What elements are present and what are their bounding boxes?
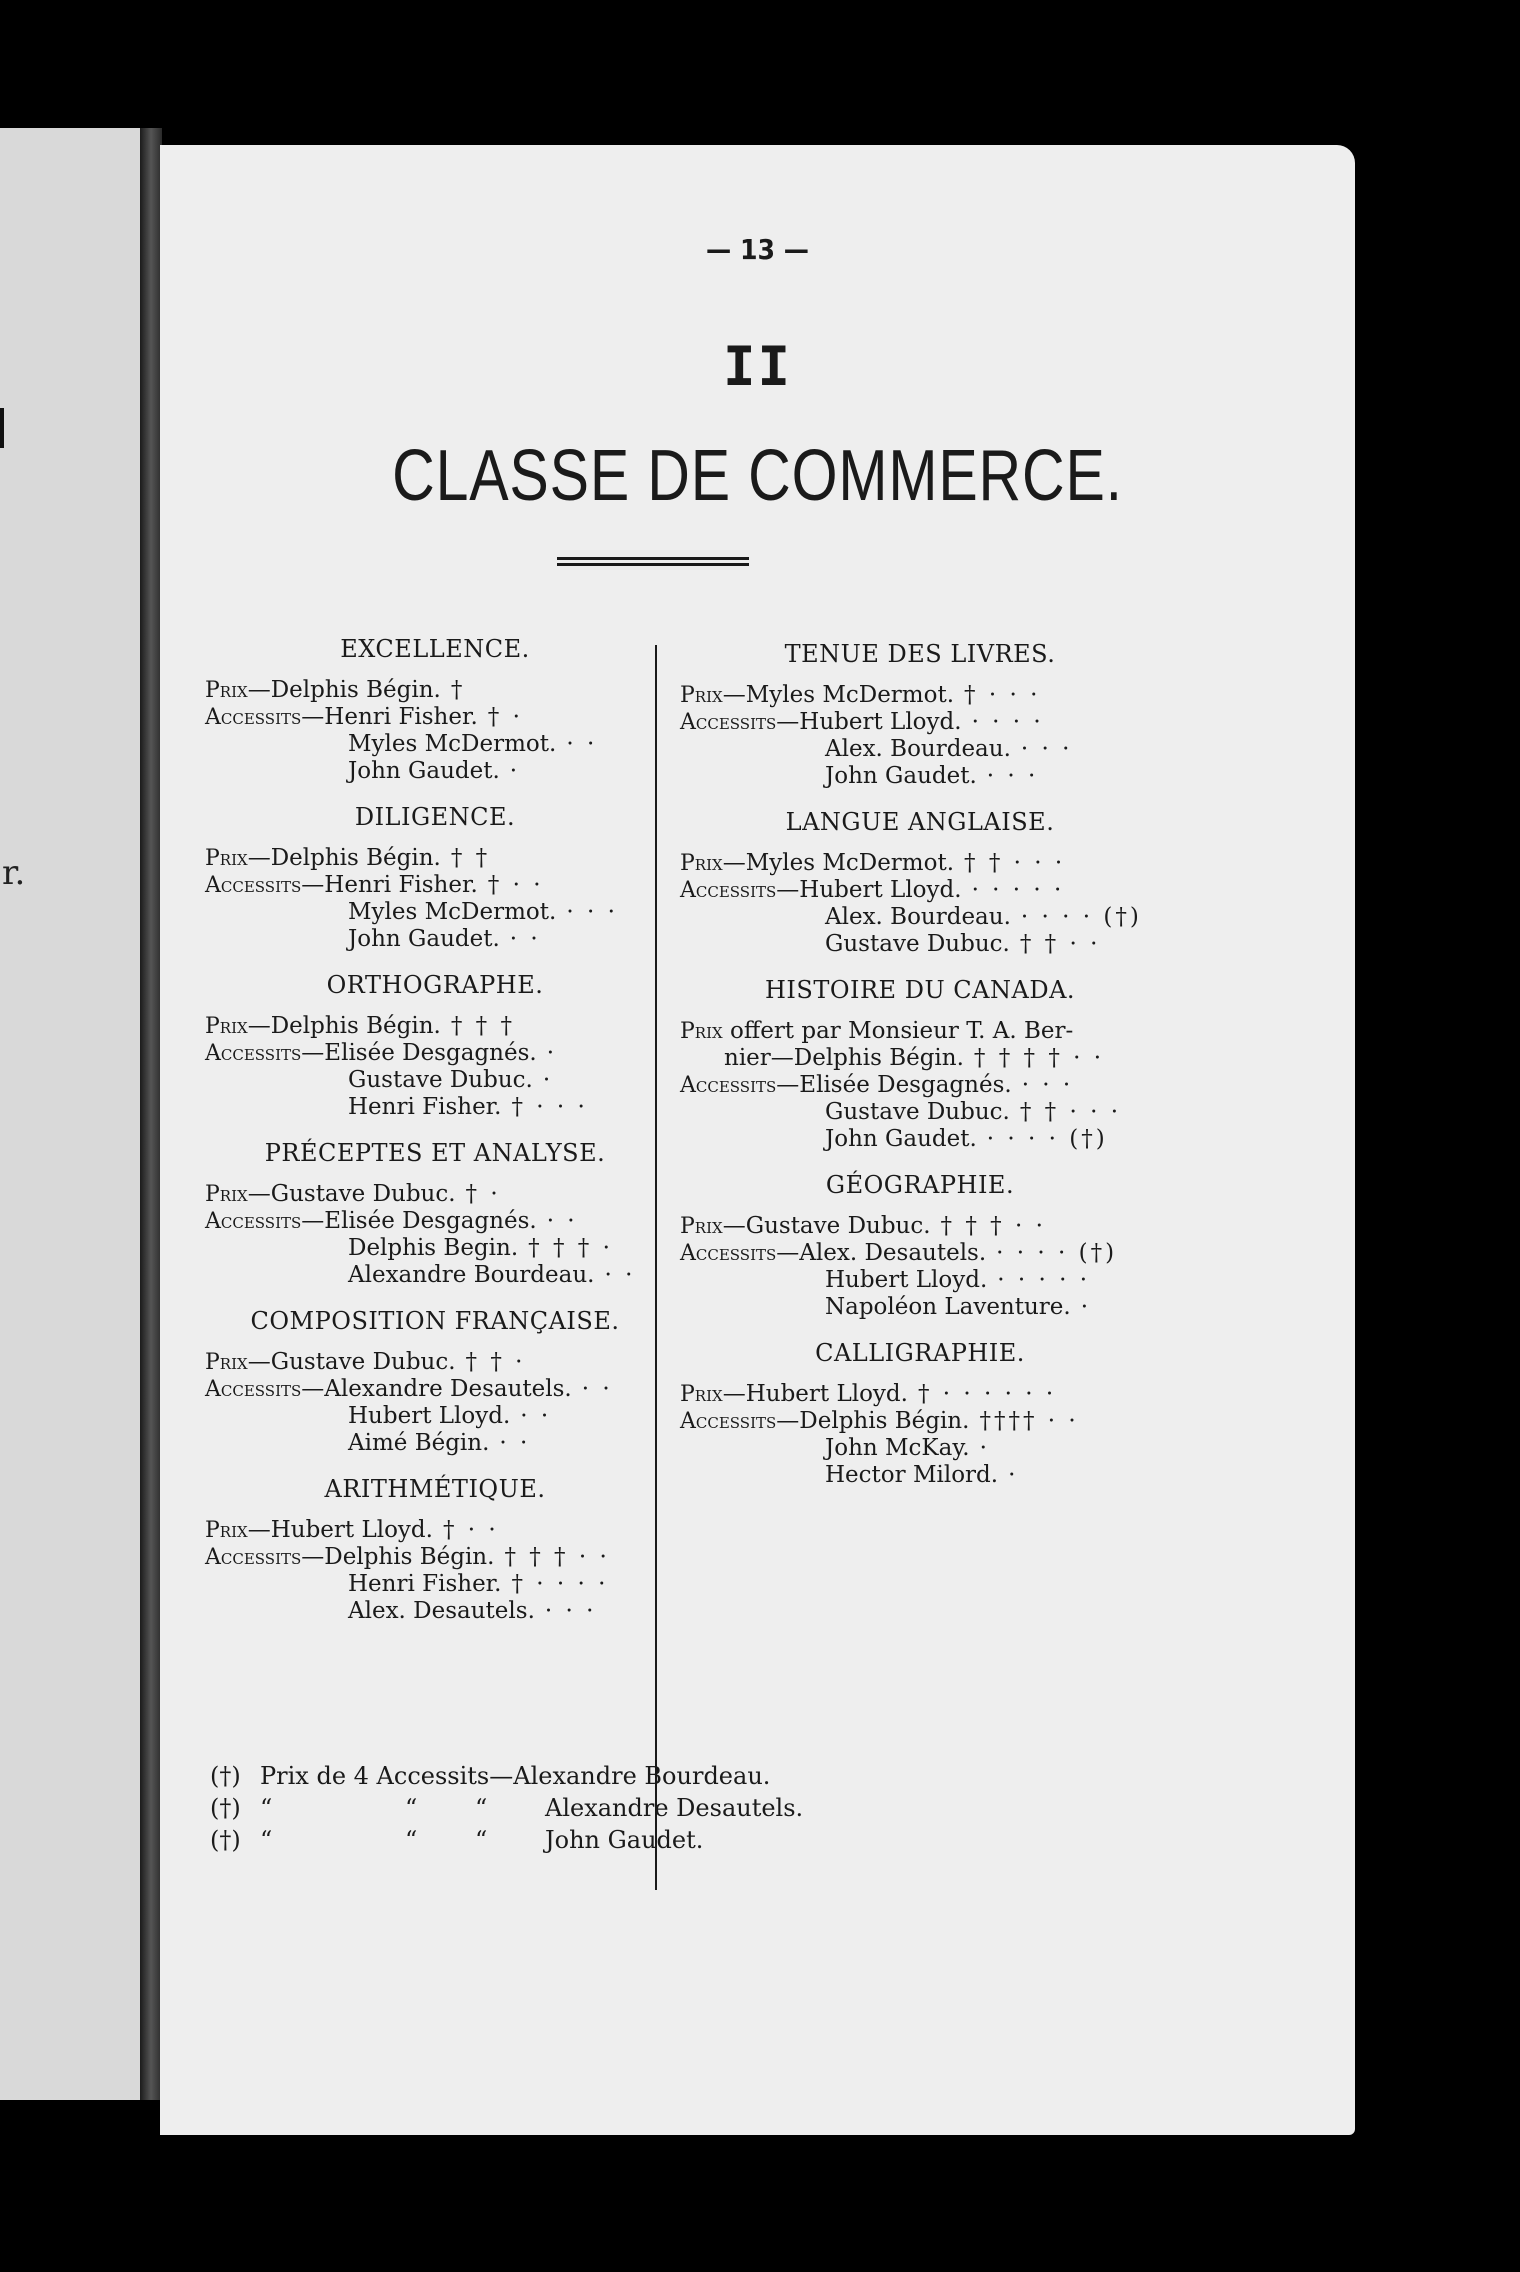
distinction-marks: · [542, 1067, 554, 1093]
award-entry [205, 704, 665, 731]
student-name: Napoléon Laventure. [825, 1294, 1071, 1320]
distinction-marks: · · · · [971, 709, 1044, 735]
distinction-marks: † † † · [528, 1235, 613, 1261]
separator: — [301, 1040, 325, 1066]
award-entry [680, 904, 1160, 931]
award-section [680, 1339, 1160, 1489]
distinction-marks: † † · · · [1019, 1099, 1122, 1125]
student-name: Myles McDermot. [348, 731, 557, 757]
separator: — [301, 872, 325, 898]
award-type: Accessits [680, 878, 777, 903]
award-type: Accessits [680, 1409, 777, 1434]
student-name: Henri Fisher. [348, 1571, 502, 1597]
student-name: Alexandre Desautels. [324, 1376, 572, 1402]
student-name: Henri Fisher. [324, 872, 478, 898]
distinction-marks: † · [487, 704, 523, 730]
award-entry [205, 1181, 665, 1208]
facing-page-text: r. [2, 853, 26, 893]
ditto-mark: “ [260, 1794, 273, 1822]
award-entry [680, 1072, 1160, 1099]
award-type: Prix [205, 1350, 248, 1375]
student-name: Hubert Lloyd. [825, 1267, 988, 1293]
award-section [205, 1139, 665, 1289]
separator [723, 1018, 730, 1044]
student-name: John Gaudet. [348, 926, 500, 952]
ditto-mark: “ [405, 1826, 418, 1854]
award-entry [205, 1517, 665, 1544]
award-entry [205, 1430, 665, 1457]
student-name: Delphis Bégin. [270, 1013, 441, 1039]
award-type: Accessits [680, 710, 777, 735]
award-entry [205, 926, 665, 953]
footnote-name: Alexandre Desautels. [545, 1794, 804, 1822]
page-title: CLASSE DE COMMERCE. [392, 436, 1123, 516]
section-title: ARITHMÉTIQUE. [324, 1475, 546, 1503]
distinction-marks: † · · [487, 872, 544, 898]
award-entry [205, 1040, 665, 1067]
page-number: — 13 — [706, 233, 809, 266]
student-name: John Gaudet. [825, 1126, 977, 1152]
separator: — [722, 682, 746, 708]
award-entry [205, 677, 665, 704]
separator: — [247, 1349, 271, 1375]
award-entry [680, 850, 1160, 877]
footnote-row [210, 1792, 803, 1824]
separator: — [776, 1408, 800, 1434]
distinction-marks: † † · [465, 1349, 526, 1375]
separator: — [722, 850, 746, 876]
footnote-row [210, 1760, 803, 1792]
section-title: PRÉCEPTES ET ANALYSE. [264, 1139, 606, 1167]
separator: — [776, 1072, 800, 1098]
section-title: EXCELLENCE. [340, 635, 530, 663]
student-name: Delphis Bégin. [324, 1544, 495, 1570]
award-section [205, 803, 665, 953]
student-name: Delphis Begin. [348, 1235, 519, 1261]
student-name: Delphis Bégin. [270, 677, 441, 703]
student-name: Henri Fisher. [324, 704, 478, 730]
student-name: John McKay. [825, 1435, 970, 1461]
award-entry [680, 1462, 1160, 1489]
student-name: Gustave Dubuc. [825, 1099, 1010, 1125]
distinction-marks: † † † † · · [973, 1045, 1105, 1071]
award-entry [680, 736, 1160, 763]
distinction-marks: † † · · · [964, 850, 1066, 876]
award-type: Prix [205, 678, 248, 703]
award-entry [205, 1376, 665, 1403]
student-name: Henri Fisher. [348, 1094, 502, 1120]
student-name: Alexandre Bourdeau. [348, 1262, 595, 1288]
award-entry [205, 1544, 665, 1571]
distinction-marks: · [979, 1435, 990, 1461]
award-type: Prix [680, 1214, 723, 1239]
left-column [205, 635, 665, 1643]
distinction-marks: · · · [566, 899, 618, 925]
distinction-marks: · · [566, 731, 598, 757]
award-section [205, 1307, 665, 1457]
award-type: Prix [205, 1518, 248, 1543]
award-entry [205, 1403, 665, 1430]
award-entry [680, 1018, 1160, 1045]
student-name: Myles McDermot. [348, 899, 557, 925]
student-name: Alex. Desautels. [799, 1240, 987, 1266]
separator: — [301, 1208, 325, 1234]
facing-page-mark [0, 408, 4, 448]
separator: — [247, 845, 271, 871]
separator: — [776, 1240, 800, 1266]
distinction-marks: · · [509, 926, 541, 952]
award-entry [205, 1094, 665, 1121]
award-section [680, 1171, 1160, 1321]
distinction-marks: · · · [986, 763, 1039, 789]
distinction-marks: · · [499, 1430, 531, 1456]
distinction-marks: † · · [442, 1517, 499, 1543]
award-entry [205, 1235, 665, 1262]
right-column [680, 640, 1160, 1507]
student-name: Hubert Lloyd. [799, 709, 962, 735]
document-page [160, 145, 1355, 2135]
student-name: Alex. Bourdeau. [825, 736, 1011, 762]
distinction-marks: † · · · · [511, 1571, 609, 1597]
section-title: CALLIGRAPHIE. [815, 1339, 1025, 1367]
award-type: Accessits [205, 1377, 302, 1402]
section-numeral: II [722, 335, 793, 398]
distinction-marks: · · [546, 1208, 578, 1234]
award-section [205, 1475, 665, 1625]
student-name: Hubert Lloyd. [348, 1403, 511, 1429]
award-section [680, 808, 1160, 958]
award-type: Accessits [205, 705, 302, 730]
distinction-marks: · · · · · [971, 877, 1065, 903]
student-name: Myles McDermot. [745, 682, 955, 708]
award-entry [680, 1045, 1160, 1072]
section-title: COMPOSITION FRANÇAISE. [250, 1307, 620, 1335]
award-entry [205, 1262, 665, 1289]
award-entry [205, 1598, 665, 1625]
award-type: Prix [680, 1019, 723, 1044]
distinction-marks: · · · · · [997, 1267, 1091, 1293]
award-type: Accessits [205, 1209, 302, 1234]
section-title: HISTOIRE DU CANADA. [764, 976, 1076, 1004]
separator: — [247, 677, 271, 703]
separator: — [776, 877, 800, 903]
award-entry [205, 1208, 665, 1235]
distinction-marks: · · · · (†) [1020, 904, 1142, 930]
student-name: Gustave Dubuc. [745, 1213, 931, 1239]
award-entry [680, 1240, 1160, 1267]
award-entry [205, 758, 665, 785]
award-section [680, 640, 1160, 790]
section-title: GÉOGRAPHIE. [825, 1171, 1015, 1199]
award-entry [680, 1099, 1160, 1126]
distinction-marks: † † [450, 845, 491, 871]
separator: — [247, 1013, 271, 1039]
student-name: Gustave Dubuc. [270, 1181, 456, 1207]
distinction-marks: † † † [450, 1013, 515, 1039]
footnote-text: Prix de 4 Accessits—Alexandre Bourdeau. [260, 1762, 771, 1790]
distinction-marks: · [509, 758, 521, 784]
distinction-marks: † † · · [1019, 931, 1101, 957]
student-name: Delphis Bégin. [799, 1408, 970, 1434]
award-entry [680, 1213, 1160, 1240]
award-entry [680, 1435, 1160, 1462]
award-type: Prix [205, 1182, 248, 1207]
student-name: Gustave Dubuc. [270, 1349, 456, 1375]
distinction-marks: †††† · · [979, 1408, 1079, 1434]
student-name: Hubert Lloyd. [270, 1517, 433, 1543]
ditto-mark: “ [405, 1794, 418, 1822]
footnote-name: John Gaudet. [545, 1826, 704, 1854]
award-entry [680, 1381, 1160, 1408]
award-type: Prix [680, 683, 723, 708]
separator: — [301, 704, 325, 730]
award-entry [205, 899, 665, 926]
student-name: Hubert Lloyd. [799, 877, 962, 903]
award-type: Prix [680, 1382, 723, 1407]
award-entry [680, 763, 1160, 790]
award-type: Accessits [680, 1241, 777, 1266]
award-entry [680, 709, 1160, 736]
section-title: ORTHOGRAPHE. [326, 971, 544, 999]
award-type: Prix [205, 1014, 248, 1039]
title-double-rule [557, 557, 749, 571]
award-entry [680, 1126, 1160, 1153]
student-name: nier—Delphis Bégin. [724, 1045, 964, 1071]
award-entry [680, 682, 1160, 709]
separator: — [247, 1181, 271, 1207]
student-name: Gustave Dubuc. [825, 931, 1010, 957]
separator: — [301, 1376, 325, 1402]
distinction-marks: · [1008, 1462, 1019, 1488]
award-entry [680, 1408, 1160, 1435]
separator: — [722, 1381, 746, 1407]
footnote-symbol: (†) [210, 1826, 241, 1854]
separator: — [247, 1517, 271, 1543]
award-section [680, 976, 1160, 1153]
distinction-marks: · · · [544, 1598, 597, 1624]
student-name: offert par Monsieur T. A. Ber- [730, 1018, 1074, 1044]
distinction-marks: · · [604, 1262, 636, 1288]
separator: — [301, 1544, 325, 1570]
distinction-marks: · [1080, 1294, 1092, 1320]
student-name: Aimé Bégin. [348, 1430, 490, 1456]
award-entry [680, 1267, 1160, 1294]
facing-page-fragment [0, 128, 140, 2100]
distinction-marks: · [546, 1040, 557, 1066]
award-type: Accessits [205, 1545, 302, 1570]
distinction-marks: † · · · · · · [917, 1381, 1057, 1407]
footnote-row [210, 1824, 803, 1856]
student-name: Elisée Desgagnés. [324, 1208, 537, 1234]
award-entry [680, 877, 1160, 904]
award-type: Accessits [205, 1041, 302, 1066]
award-entry [680, 931, 1160, 958]
student-name: John Gaudet. [825, 763, 977, 789]
award-entry [205, 731, 665, 758]
award-section [205, 635, 665, 785]
separator: — [722, 1213, 746, 1239]
student-name: Alex. Desautels. [348, 1598, 535, 1624]
distinction-marks: · · · · (†) [996, 1240, 1118, 1266]
distinction-marks: · · · · (†) [986, 1126, 1108, 1152]
distinction-marks: † [450, 677, 466, 703]
student-name: Gustave Dubuc. [348, 1067, 533, 1093]
award-entry [205, 1067, 665, 1094]
award-type: Accessits [205, 873, 302, 898]
footnote-symbol: (†) [210, 1794, 241, 1822]
student-name: Elisée Desgagnés. [799, 1072, 1012, 1098]
distinction-marks: † † † · · [504, 1544, 610, 1570]
section-title: TENUE DES LIVRES. [784, 640, 1056, 668]
distinction-marks: · · · [1021, 1072, 1074, 1098]
ditto-mark: “ [260, 1826, 273, 1854]
award-entry [205, 845, 665, 872]
award-entry [205, 1571, 665, 1598]
distinction-marks: † · · · [964, 682, 1041, 708]
award-entry [205, 872, 665, 899]
award-entry [680, 1294, 1160, 1321]
separator: — [776, 709, 800, 735]
award-type: Accessits [680, 1073, 777, 1098]
section-title: DILIGENCE. [354, 803, 516, 831]
distinction-marks: † · · · [511, 1094, 588, 1120]
ditto-mark: “ [475, 1794, 488, 1822]
student-name: John Gaudet. [348, 758, 500, 784]
award-entry [205, 1349, 665, 1376]
student-name: Hubert Lloyd. [745, 1381, 908, 1407]
student-name: Myles McDermot. [745, 850, 955, 876]
student-name: Hector Milord. [825, 1462, 999, 1488]
footnotes [210, 1760, 803, 1856]
student-name: Elisée Desgagnés. [324, 1040, 537, 1066]
section-title: LANGUE ANGLAISE. [785, 808, 1055, 836]
ditto-mark: “ [475, 1826, 488, 1854]
award-type: Prix [680, 851, 723, 876]
book-gutter [140, 128, 162, 2100]
student-name: Delphis Bégin. [270, 845, 441, 871]
distinction-marks: † · [465, 1181, 501, 1207]
award-section [205, 971, 665, 1121]
distinction-marks: † † † · · [940, 1213, 1046, 1239]
student-name: Alex. Bourdeau. [825, 904, 1011, 930]
award-entry [205, 1013, 665, 1040]
distinction-marks: · · [520, 1403, 552, 1429]
footnote-symbol: (†) [210, 1762, 241, 1790]
award-type: Prix [205, 846, 248, 871]
distinction-marks: · · · [1020, 736, 1073, 762]
distinction-marks: · · [581, 1376, 613, 1402]
